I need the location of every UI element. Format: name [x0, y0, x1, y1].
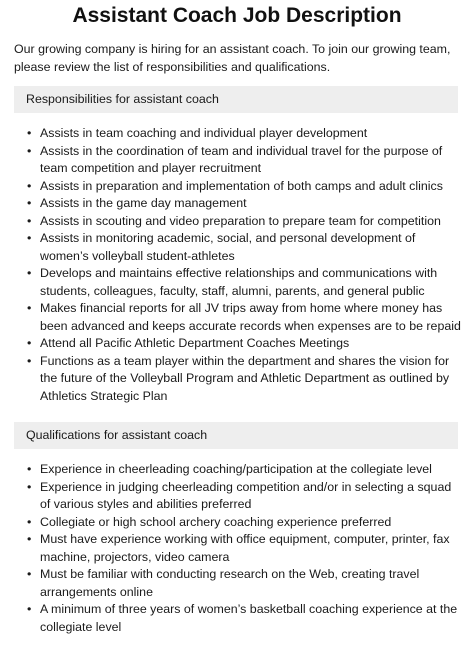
list-item-text: Experience in judging cheerleading competition and/or in selecting a squad of various styles and abilities preferred — [40, 479, 452, 511]
bullet-icon: • — [27, 353, 32, 368]
list-item — [21, 461, 461, 479]
list-item — [21, 178, 461, 196]
bullet-icon: • — [27, 231, 32, 245]
bullet-icon: • — [27, 143, 32, 158]
list-item — [21, 335, 461, 353]
bullet-icon: • — [27, 196, 32, 210]
list-item-text: Functions as a team player within the department and shares the vision for the future of the Volleyball Program and Athletic Department as outlined by Athletics Strategic Plan — [40, 353, 450, 403]
list-item — [21, 195, 461, 213]
bullet-icon: • — [27, 178, 32, 193]
intro-paragraph: Our growing company is hiring for an assistant coach. To join our growing team, please review the list of responsibilities and qualifications. — [14, 42, 451, 74]
list-item — [21, 353, 461, 406]
bullet-icon: • — [27, 336, 32, 350]
bullet-icon: • — [27, 532, 32, 546]
list-item-text: Assists in preparation and implementation of both camps and adult clinics — [40, 178, 443, 193]
list-item — [21, 566, 461, 601]
bullet-icon: • — [27, 126, 32, 140]
list-item-text: Collegiate or high school archery coaching experience preferred — [40, 514, 392, 529]
list-item — [21, 230, 461, 265]
list-item — [21, 143, 461, 178]
bullet-icon: • — [27, 567, 32, 581]
bullet-icon: • — [27, 213, 32, 228]
bullet-icon: • — [27, 462, 32, 476]
list-item — [21, 514, 461, 532]
bullet-icon: • — [27, 301, 32, 315]
list-item — [21, 601, 461, 636]
list-item-text: Assists in the coordination of team and individual travel for the purpose of team competition and player recruitment — [40, 143, 443, 175]
list-item-text: Develops and maintains effective relationships and communications with students, colleagues, faculty, staff, alumni, parents, and general public — [40, 266, 438, 298]
list-item-text: Must be familiar with conducting research on the Web, creating travel arrangements online — [40, 567, 420, 599]
list-item — [21, 300, 461, 335]
bullet-icon: • — [27, 602, 32, 616]
list-item-text: Makes financial reports for all JV trips away from home where money has been advanced and keeps accurate records when expenses are to be repaid — [40, 301, 461, 333]
list-item — [21, 265, 461, 300]
list-item-text: Assists in team coaching and individual player development — [40, 126, 368, 140]
list-item-text: Must have experience working with office equipment, computer, printer, fax machine, projectors, video camera — [40, 532, 450, 564]
list-item-text: Assists in monitoring academic, social, and personal development of women’s volleyball student-athletes — [40, 231, 416, 263]
list-item-text: Experience in cheerleading coaching/participation at the collegiate level — [40, 462, 432, 476]
list-item-text: Assists in scouting and video preparation to prepare team for competition — [40, 213, 441, 228]
page-title: Assistant Coach Job Description — [72, 4, 402, 27]
list-item-text: Attend all Pacific Athletic Department Coaches Meetings — [40, 336, 350, 350]
bullet-icon: • — [27, 514, 32, 529]
responsibilities-heading: Responsibilities for assistant coach — [14, 86, 458, 113]
bullet-icon: • — [27, 266, 32, 280]
responsibilities-list — [21, 125, 461, 405]
list-item — [21, 125, 461, 143]
bullet-icon: • — [27, 479, 32, 494]
list-item — [21, 479, 461, 514]
list-item — [21, 531, 461, 566]
list-item-text: Assists in the game day management — [40, 196, 247, 210]
qualifications-list — [21, 461, 461, 636]
list-item-text: A minimum of three years of women’s basketball coaching experience at the collegiate level — [40, 602, 458, 634]
qualifications-heading: Qualifications for assistant coach — [14, 422, 458, 449]
list-item — [21, 213, 461, 231]
